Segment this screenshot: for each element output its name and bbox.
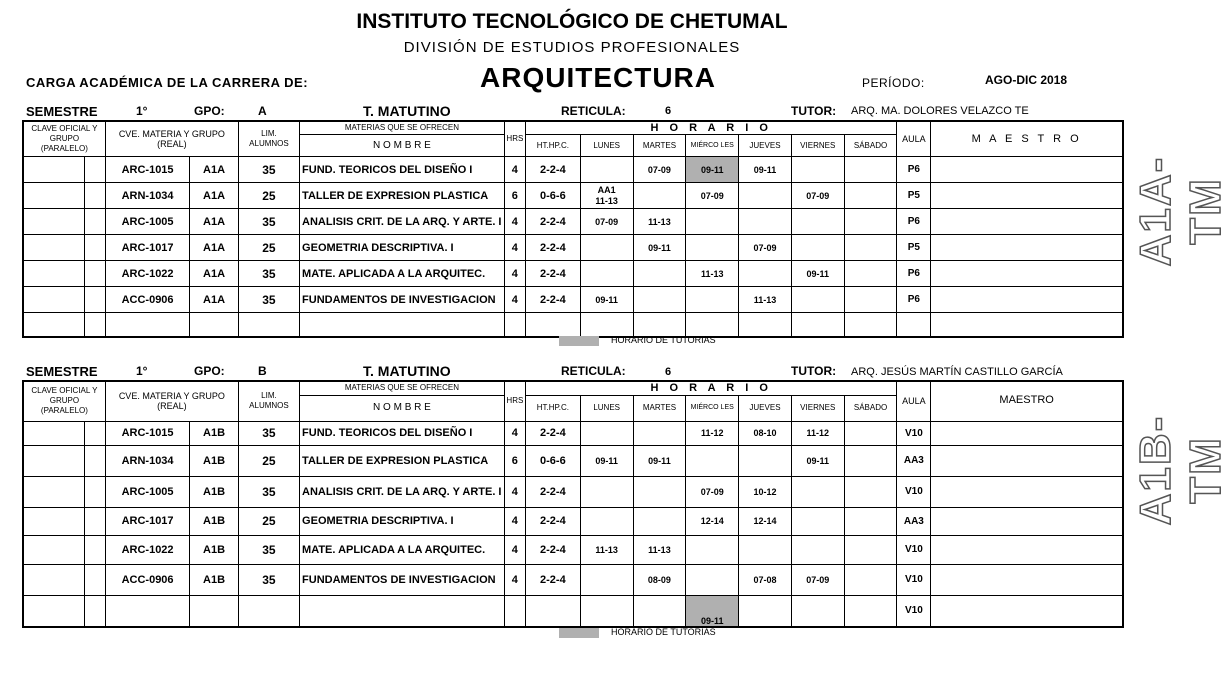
aula-cell: V10 — [897, 421, 931, 445]
lim-cell: 35 — [238, 421, 299, 445]
clave-cell — [23, 261, 84, 287]
schedule-table-b — [22, 380, 1124, 628]
hrs-cell: 4 — [504, 507, 525, 535]
grp-cell: A1B — [190, 535, 239, 564]
viernes-cell: 11-12 — [791, 421, 844, 445]
hrs-cell: 6 — [504, 183, 525, 209]
hdr-lim: LIM. ALUMNOS — [238, 381, 299, 421]
lim-cell: 25 — [238, 445, 299, 476]
viernes-cell — [791, 287, 844, 313]
miercoles-cell-tutoria: 09-11 — [686, 157, 739, 183]
lim-cell: 35 — [238, 261, 299, 287]
hdr-horario: H O R A R I O — [525, 381, 897, 395]
reticula-value: 6 — [665, 105, 672, 117]
tutoria-legend-label: HORARIO DE TUTORIAS — [611, 335, 716, 345]
clave-cell — [84, 476, 105, 507]
miercoles-cell — [686, 535, 739, 564]
grp-cell: A1B — [190, 507, 239, 535]
tutor-label: TUTOR: — [791, 104, 837, 118]
maestro-cell — [931, 507, 1123, 535]
name-cell: FUND. TEORICOS DEL DISEÑO I — [300, 421, 505, 445]
clave-cell — [84, 421, 105, 445]
miercoles-cell — [686, 235, 739, 261]
name-cell: TALLER DE EXPRESION PLASTICA — [300, 183, 505, 209]
gpo-value: B — [258, 364, 267, 378]
maestro-cell — [931, 157, 1123, 183]
aula-cell: P6 — [897, 209, 931, 235]
cve-cell: ARN-1034 — [105, 183, 189, 209]
cve-cell: ARN-1034 — [105, 445, 189, 476]
tutor-value: ARQ. MA. DOLORES VELAZCO TE — [851, 105, 1029, 117]
miercoles-cell: 07-09 — [686, 183, 739, 209]
jueves-cell — [739, 261, 792, 287]
clave-cell — [84, 183, 105, 209]
miercoles-cell: 12-14 — [686, 507, 739, 535]
table-row — [23, 235, 1123, 261]
ht-cell: 2-2-4 — [525, 507, 580, 535]
tutoria-legend-swatch — [559, 628, 599, 638]
periodo-value: AGO-DIC 2018 — [985, 73, 1068, 87]
lim-cell: 35 — [238, 287, 299, 313]
ht-cell: 2-2-4 — [525, 287, 580, 313]
hrs-cell: 4 — [504, 564, 525, 595]
group-b-side-label: A1B-TM — [1131, 414, 1230, 526]
martes-cell: 07-09 — [633, 157, 686, 183]
clave-cell — [84, 235, 105, 261]
viernes-cell — [791, 535, 844, 564]
hdr-aula: AULA — [897, 121, 931, 157]
maestro-cell — [931, 564, 1123, 595]
name-cell: MATE. APLICADA A LA ARQUITEC. — [300, 535, 505, 564]
miercoles-cell — [686, 564, 739, 595]
periodo-label: PERÍODO: — [862, 76, 925, 90]
miercoles-cell — [686, 445, 739, 476]
semestre-value: 1° — [136, 104, 148, 118]
grp-cell: A1B — [190, 421, 239, 445]
aula-cell: P6 — [897, 157, 931, 183]
table-row — [23, 564, 1123, 595]
ht-cell: 2-2-4 — [525, 209, 580, 235]
table-row-tutoria — [23, 595, 1123, 627]
name-cell: FUNDAMENTOS DE INVESTIGACION — [300, 564, 505, 595]
grp-cell: A1A — [190, 235, 239, 261]
sabado-cell — [844, 261, 897, 287]
viernes-cell: 09-11 — [791, 261, 844, 287]
aula-cell: P5 — [897, 235, 931, 261]
miercoles-cell: 07-09 — [686, 476, 739, 507]
lim-cell: 35 — [238, 157, 299, 183]
lunes-cell — [580, 507, 633, 535]
hrs-cell: 4 — [504, 476, 525, 507]
martes-cell: 11-13 — [633, 209, 686, 235]
aula-cell: P6 — [897, 287, 931, 313]
martes-cell — [633, 421, 686, 445]
hrs-cell: 4 — [504, 287, 525, 313]
martes-cell: 11-13 — [633, 535, 686, 564]
lim-cell: 25 — [238, 507, 299, 535]
grp-cell: A1A — [190, 287, 239, 313]
sabado-cell — [844, 476, 897, 507]
reticula-label: RETICULA: — [561, 364, 626, 378]
viernes-cell — [791, 507, 844, 535]
aula-cell: P6 — [897, 261, 931, 287]
gpo-value: A — [258, 104, 267, 118]
sabado-cell — [844, 564, 897, 595]
hrs-cell: 6 — [504, 445, 525, 476]
maestro-cell — [931, 209, 1123, 235]
clave-cell — [84, 287, 105, 313]
gpo-label: GPO: — [194, 364, 225, 378]
martes-cell — [633, 183, 686, 209]
viernes-cell — [791, 235, 844, 261]
sabado-cell — [844, 535, 897, 564]
clave-cell — [23, 564, 84, 595]
table-row — [23, 535, 1123, 564]
lunes-cell — [580, 476, 633, 507]
grp-cell: A1A — [190, 183, 239, 209]
martes-cell: 08-09 — [633, 564, 686, 595]
cve-cell: ARC-1015 — [105, 157, 189, 183]
carga-label: CARGA ACADÉMICA DE LA CARRERA DE: — [26, 75, 309, 90]
clave-cell — [23, 287, 84, 313]
martes-cell — [633, 476, 686, 507]
table-row — [23, 209, 1123, 235]
table-row-empty — [23, 313, 1123, 337]
hrs-cell: 4 — [504, 235, 525, 261]
viernes-cell — [791, 476, 844, 507]
clave-cell — [84, 564, 105, 595]
aula-cell: AA3 — [897, 445, 931, 476]
martes-cell: 09-11 — [633, 235, 686, 261]
jueves-cell: 07-08 — [739, 564, 792, 595]
ht-cell: 2-2-4 — [525, 421, 580, 445]
career-name: ARQUITECTURA — [480, 62, 716, 93]
table-row — [23, 157, 1123, 183]
hdr-martes: MARTES — [633, 135, 686, 157]
miercoles-cell — [686, 287, 739, 313]
maestro-cell — [931, 287, 1123, 313]
hdr-maestro: MAESTRO — [931, 381, 1123, 421]
cve-cell: ARC-1015 — [105, 421, 189, 445]
sabado-cell — [844, 209, 897, 235]
table-row — [23, 476, 1123, 507]
lunes-cell: 07-09 — [580, 209, 633, 235]
tutor-label: TUTOR: — [791, 364, 837, 378]
name-cell: ANALISIS CRIT. DE LA ARQ. Y ARTE. I — [300, 476, 505, 507]
clave-cell — [23, 445, 84, 476]
division-subtitle: DIVISIÓN DE ESTUDIOS PROFESIONALES — [403, 39, 741, 56]
grp-cell: A1A — [190, 209, 239, 235]
hdr-aula: AULA — [897, 381, 931, 421]
hdr-cve-materia: CVE. MATERIA Y GRUPO (REAL) — [105, 121, 238, 157]
hdr-viernes: VIERNES — [791, 135, 844, 157]
hdr-viernes: VIERNES — [791, 395, 844, 421]
maestro-cell — [931, 421, 1123, 445]
hdr-miercoles: MIÉRCO LES — [686, 135, 739, 157]
clave-cell — [23, 535, 84, 564]
sabado-cell — [844, 157, 897, 183]
turno-label: T. MATUTINO — [363, 103, 451, 119]
grp-cell: A1B — [190, 445, 239, 476]
grp-cell: A1B — [190, 564, 239, 595]
hdr-materias: MATERIAS QUE SE OFRECEN — [300, 381, 505, 395]
clave-cell — [84, 261, 105, 287]
name-cell: MATE. APLICADA A LA ARQUITEC. — [300, 261, 505, 287]
clave-cell — [23, 507, 84, 535]
lunes-aula-note: AA1 — [597, 184, 616, 195]
aula-cell: V10 — [897, 564, 931, 595]
cve-cell: ACC-0906 — [105, 564, 189, 595]
schedule-table-a — [22, 120, 1124, 338]
hdr-sabado: SÁBADO — [844, 135, 897, 157]
sabado-cell — [844, 507, 897, 535]
semestre-value: 1° — [136, 364, 148, 378]
miercoles-cell: 11-12 — [686, 421, 739, 445]
jueves-cell: 08-10 — [739, 421, 792, 445]
aula-cell: V10 — [897, 476, 931, 507]
lunes-cell: 09-11 — [580, 287, 633, 313]
lunes-cell — [580, 183, 633, 209]
maestro-cell — [931, 476, 1123, 507]
table-row — [23, 445, 1123, 476]
hdr-clave: CLAVE OFICIAL Y GRUPO (PARALELO) — [23, 381, 105, 421]
clave-cell — [23, 421, 84, 445]
clave-cell — [84, 157, 105, 183]
jueves-cell: 11-13 — [739, 287, 792, 313]
lunes-cell: 11-13 — [580, 535, 633, 564]
table-row — [23, 261, 1123, 287]
hrs-cell: 4 — [504, 157, 525, 183]
hdr-hrs: HRS — [504, 381, 525, 421]
hdr-hrs: HRS — [504, 121, 525, 157]
jueves-cell — [739, 209, 792, 235]
maestro-cell — [931, 183, 1123, 209]
viernes-cell — [791, 209, 844, 235]
ht-cell: 0-6-6 — [525, 183, 580, 209]
name-cell: GEOMETRIA DESCRIPTIVA. I — [300, 507, 505, 535]
jueves-cell — [739, 183, 792, 209]
ht-cell: 0-6-6 — [525, 445, 580, 476]
aula-cell: V10 — [897, 535, 931, 564]
clave-cell — [84, 209, 105, 235]
hdr-miercoles: MIÉRCO LES — [686, 395, 739, 421]
aula-cell: AA3 — [897, 507, 931, 535]
clave-cell — [84, 535, 105, 564]
viernes-cell: 07-09 — [791, 564, 844, 595]
viernes-cell — [791, 157, 844, 183]
hdr-ht: HT.HP.C. — [525, 135, 580, 157]
turno-label: T. MATUTINO — [363, 363, 451, 379]
lunes-cell — [580, 157, 633, 183]
sabado-cell — [844, 183, 897, 209]
lim-cell: 35 — [238, 564, 299, 595]
miercoles-cell: 11-13 — [686, 261, 739, 287]
lunes-cell — [580, 564, 633, 595]
hdr-martes: MARTES — [633, 395, 686, 421]
ht-cell: 2-2-4 — [525, 261, 580, 287]
clave-cell — [84, 507, 105, 535]
hdr-ht: HT.HP.C. — [525, 395, 580, 421]
aula-cell: V10 — [897, 595, 931, 627]
cve-cell: ARC-1017 — [105, 235, 189, 261]
jueves-cell: 07-09 — [739, 235, 792, 261]
hdr-nombre: N O M B R E — [300, 395, 505, 421]
hdr-maestro: M A E S T R O — [931, 121, 1123, 157]
clave-cell — [23, 209, 84, 235]
grp-cell: A1B — [190, 476, 239, 507]
hdr-horario: H O R A R I O — [525, 121, 897, 135]
lunes-cell — [580, 235, 633, 261]
cve-cell: ARC-1022 — [105, 535, 189, 564]
cve-cell: ARC-1017 — [105, 507, 189, 535]
sabado-cell — [844, 287, 897, 313]
clave-cell — [23, 235, 84, 261]
clave-cell — [23, 183, 84, 209]
lim-cell: 35 — [238, 535, 299, 564]
clave-cell — [23, 157, 84, 183]
miercoles-cell-tutoria: 09-11 — [686, 595, 739, 627]
name-cell: GEOMETRIA DESCRIPTIVA. I — [300, 235, 505, 261]
name-cell: TALLER DE EXPRESION PLASTICA — [300, 445, 505, 476]
jueves-cell: 12-14 — [739, 507, 792, 535]
hdr-materias: MATERIAS QUE SE OFRECEN — [300, 121, 505, 135]
hdr-nombre: N O M B R E — [300, 135, 505, 157]
tutoria-legend-label: HORARIO DE TUTORIAS — [611, 627, 716, 637]
lim-cell: 25 — [238, 235, 299, 261]
cve-cell: ACC-0906 — [105, 287, 189, 313]
grp-cell: A1A — [190, 261, 239, 287]
gpo-label: GPO: — [194, 104, 225, 118]
tutor-value: ARQ. JESÚS MARTÍN CASTILLO GARCÍA — [851, 366, 1063, 378]
lunes-time: 11-13 — [595, 195, 618, 206]
lim-cell: 25 — [238, 183, 299, 209]
reticula-value: 6 — [665, 366, 672, 378]
hdr-sabado: SÁBADO — [844, 395, 897, 421]
maestro-cell — [931, 261, 1123, 287]
lunes-cell — [580, 261, 633, 287]
maestro-cell — [931, 445, 1123, 476]
maestro-cell — [931, 535, 1123, 564]
ht-cell: 2-2-4 — [525, 235, 580, 261]
hdr-jueves: JUEVES — [739, 135, 792, 157]
martes-cell — [633, 287, 686, 313]
semestre-label: SEMESTRE — [26, 104, 98, 119]
hdr-jueves: JUEVES — [739, 395, 792, 421]
cve-cell: ARC-1005 — [105, 476, 189, 507]
hrs-cell: 4 — [504, 261, 525, 287]
hdr-clave: CLAVE OFICIAL Y GRUPO (PARALELO) — [23, 121, 105, 157]
hdr-lunes: LUNES — [580, 395, 633, 421]
hdr-lunes: LUNES — [580, 135, 633, 157]
jueves-cell — [739, 445, 792, 476]
ht-cell: 2-2-4 — [525, 564, 580, 595]
hrs-cell: 4 — [504, 209, 525, 235]
ht-cell: 2-2-4 — [525, 535, 580, 564]
sabado-cell — [844, 445, 897, 476]
lim-cell: 35 — [238, 476, 299, 507]
miercoles-cell — [686, 209, 739, 235]
cve-cell: ARC-1022 — [105, 261, 189, 287]
viernes-cell: 07-09 — [791, 183, 844, 209]
hdr-cve-materia: CVE. MATERIA Y GRUPO (REAL) — [105, 381, 238, 421]
hrs-cell: 4 — [504, 421, 525, 445]
clave-cell — [84, 445, 105, 476]
maestro-cell — [931, 235, 1123, 261]
martes-cell: 09-11 — [633, 445, 686, 476]
ht-cell: 2-2-4 — [525, 157, 580, 183]
ht-cell: 2-2-4 — [525, 476, 580, 507]
table-row — [23, 183, 1123, 209]
table-row — [23, 421, 1123, 445]
clave-cell — [23, 476, 84, 507]
martes-cell — [633, 507, 686, 535]
hdr-lim: LIM. ALUMNOS — [238, 121, 299, 157]
jueves-cell — [739, 535, 792, 564]
name-cell: FUND. TEORICOS DEL DISEÑO I — [300, 157, 505, 183]
sabado-cell — [844, 421, 897, 445]
tutoria-legend-swatch — [559, 336, 599, 346]
group-a-side-label: A1A-TM — [1131, 155, 1230, 267]
lim-cell: 35 — [238, 209, 299, 235]
martes-cell — [633, 261, 686, 287]
cve-cell: ARC-1005 — [105, 209, 189, 235]
table-row — [23, 287, 1123, 313]
table-row — [23, 507, 1123, 535]
jueves-cell: 10-12 — [739, 476, 792, 507]
aula-cell: P5 — [897, 183, 931, 209]
jueves-cell: 09-11 — [739, 157, 792, 183]
sabado-cell — [844, 235, 897, 261]
hrs-cell: 4 — [504, 535, 525, 564]
lunes-cell — [580, 421, 633, 445]
name-cell: ANALISIS CRIT. DE LA ARQ. Y ARTE. I — [300, 209, 505, 235]
semestre-label: SEMESTRE — [26, 364, 98, 379]
institute-title: INSTITUTO TECNOLÓGICO DE CHETUMAL — [356, 10, 788, 33]
viernes-cell: 09-11 — [791, 445, 844, 476]
grp-cell: A1A — [190, 157, 239, 183]
name-cell: FUNDAMENTOS DE INVESTIGACION — [300, 287, 505, 313]
reticula-label: RETICULA: — [561, 104, 626, 118]
lunes-cell: 09-11 — [580, 445, 633, 476]
